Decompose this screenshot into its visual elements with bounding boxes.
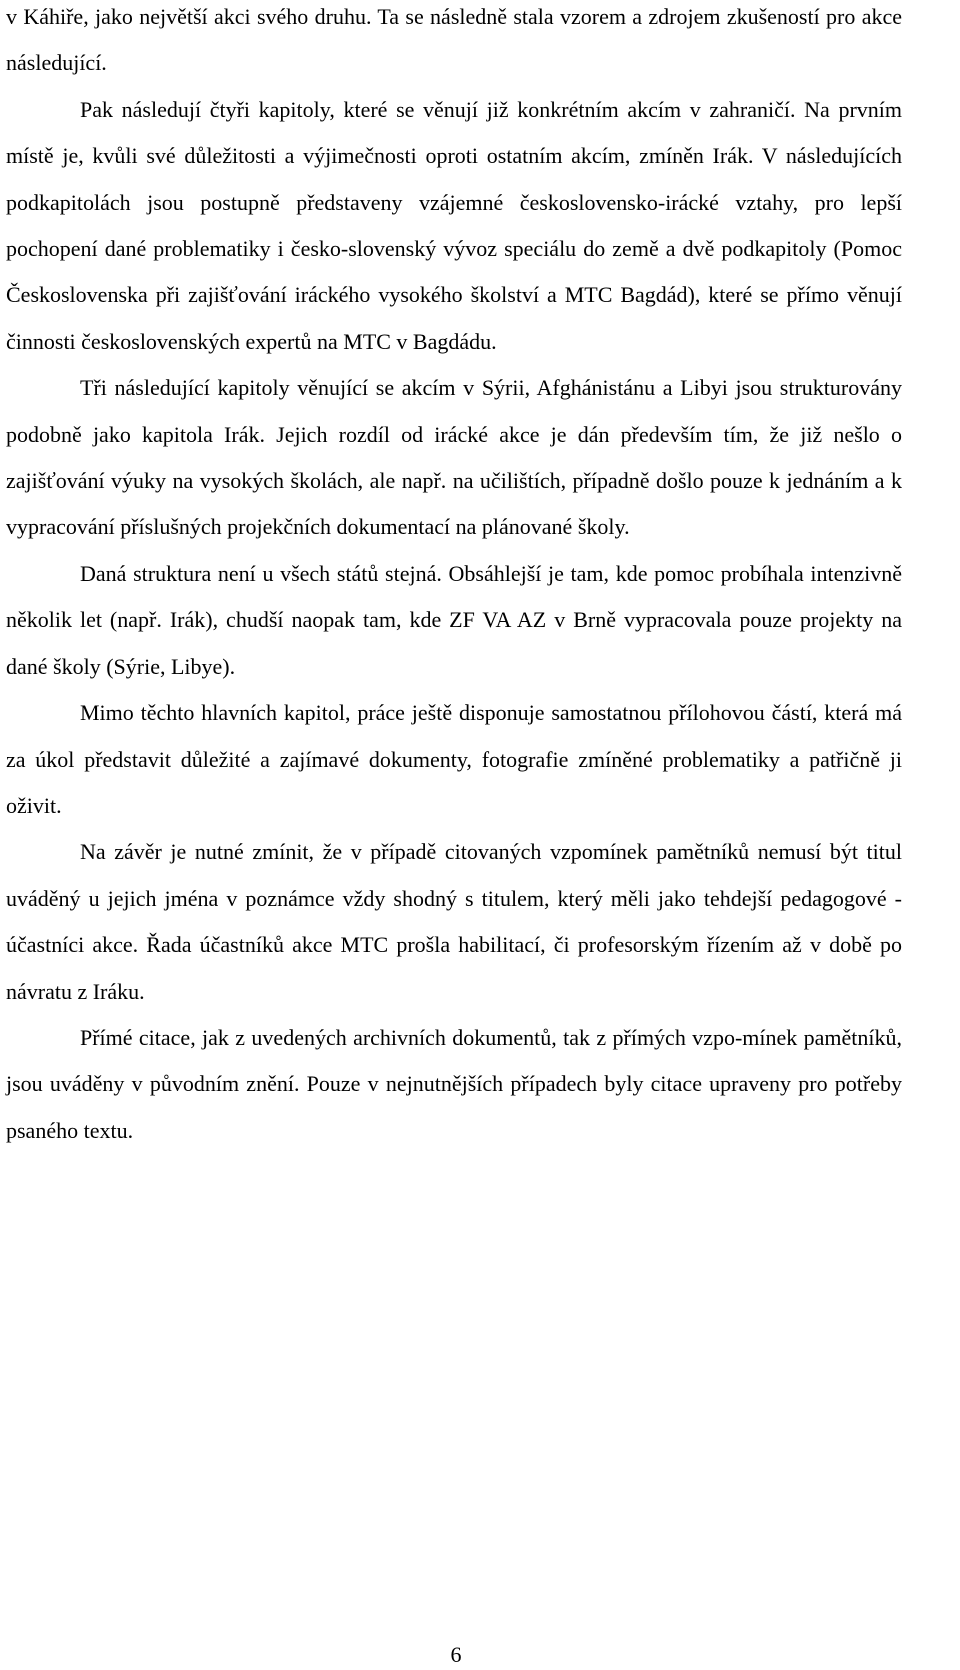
paragraph-titles-note: Na závěr je nutné zmínit, že v případě citovaných vzpomínek pamětníků nemusí být titul uváděný u jejich jména v poznámce vždy shodný s titulem, který měli jako tehdejší pedagogové - účastníci akce. Řada účastníků akce MTC prošla habilitací, či profesorským řízením až v době po návratu z Iráku. [6,839,902,1004]
paragraph-citations: Přímé citace, jak z uvedených archivních dokumentů, tak z přímých vzpo-mínek pamětníků, jsou uváděny v původním znění. Pouze v nejnutnějších případech byly citace upraveny pro potřeby psaného textu. [6,1024,902,1143]
paragraph-structure: Daná struktura není u všech států stejná. Obsáhlejší je tam, kde pomoc probíhala intenzivně několik let (např. Irák), chudší naopak tam, kde ZF VA AZ v Brně vypracovala pouze projekty na dané školy (Sýrie, Libye). [6,560,902,679]
document-body [6,0,902,1154]
paragraph-other-chapters: Tři následující kapitoly věnující se akcím v Sýrii, Afghánistánu a Libyi jsou strukturovány podobně jako kapitola Irák. Jejich rozdíl od irácké akce je dán především tím, že již nešlo o zajišťování výuky na vysokých školách, ale např. na učilištích, případně došlo pouze k jednáním a k vypracování příslušných projekčních dokumentací na plánované školy. [6,375,902,540]
page-number: 6 [450,1642,462,1667]
paragraph-chapters-overview: Pak následují čtyři kapitoly, které se věnují již konkrétním akcím v zahraničí. Na prvním místě je, kvůli své důležitosti a výjimečnosti oproti ostatním akcím, zmíněn Irák. V následujících podkapitolách jsou postupně představeny vzájemné československo-irácké vztahy, pro lepší pochopení dané problematiky i česko-slovenský vývoz speciálu do země a dvě podkapitoly (Pomoc Československa při zajišťování iráckého vysokého školství a MTC Bagdád), které se přímo věnují činnosti československých expertů na MTC v Bagdádu. [6,96,902,354]
paragraph-continuation: v Káhiře, jako největší akci svého druhu. Ta se následně stala vzorem a zdrojem zkušeností pro akce následující. [6,4,902,76]
paragraph-appendix: Mimo těchto hlavních kapitol, práce ještě disponuje samostatnou přílohovou částí, která má za úkol představit důležité a zajímavé dokumenty, fotografie zmíněné problematiky a patřičně ji oživit. [6,700,902,818]
